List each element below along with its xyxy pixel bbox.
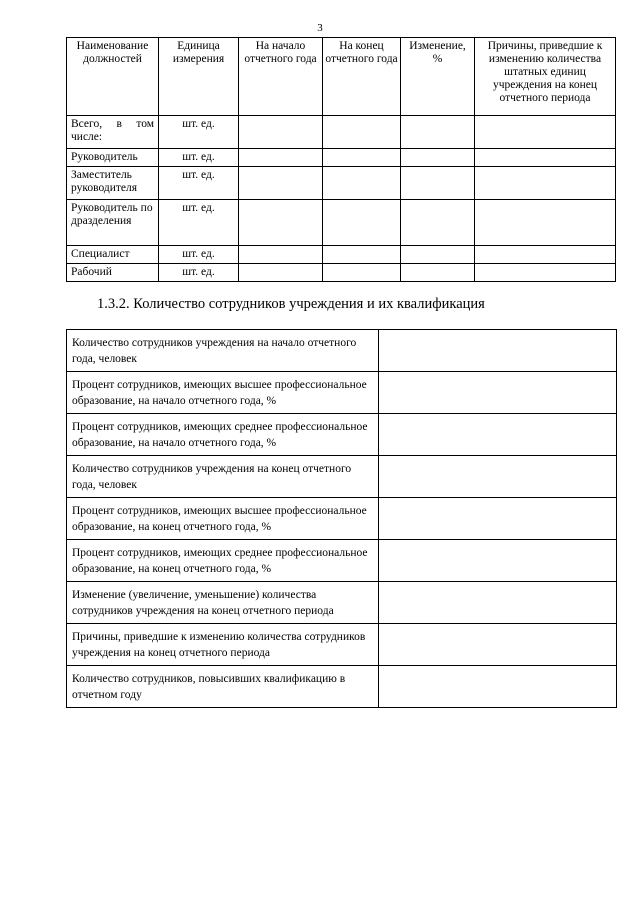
unit-cell: шт. ед. (159, 116, 239, 149)
table-header-row (67, 38, 616, 116)
change-percent-cell[interactable] (401, 116, 475, 149)
section-title: 1.3.2. Количество сотрудников учреждения и их квалификация (97, 296, 485, 312)
indicator-label-cell: Количество сотрудников учреждения на конец отчетного года, человек (67, 456, 379, 498)
position-name-cell: Рабочий (67, 264, 159, 282)
indicator-value-cell[interactable] (379, 582, 617, 624)
start-of-year-cell[interactable] (239, 200, 323, 246)
end-of-year-cell[interactable] (323, 246, 401, 264)
indicator-value-cell[interactable] (379, 624, 617, 666)
table-row (67, 540, 617, 582)
indicator-label-cell: Причины, приведшие к изменению количества сотрудников учреждения на конец отчетного периода (67, 624, 379, 666)
reasons-cell[interactable] (475, 149, 616, 167)
unit-cell: шт. ед. (159, 246, 239, 264)
reasons-cell[interactable] (475, 167, 616, 200)
indicator-label-cell: Процент сотрудников, имеющих среднее профессиональное образование, на начало отчетного года, % (67, 414, 379, 456)
change-percent-cell[interactable] (401, 149, 475, 167)
column-header-position: Наименование должностей (67, 38, 159, 116)
start-of-year-cell[interactable] (239, 246, 323, 264)
end-of-year-cell[interactable] (323, 149, 401, 167)
indicator-label-cell: Процент сотрудников, имеющих среднее профессиональное образование, на конец отчетного года, % (67, 540, 379, 582)
start-of-year-cell[interactable] (239, 116, 323, 149)
position-name-cell: Руководитель (67, 149, 159, 167)
table-row (67, 330, 617, 372)
end-of-year-cell[interactable] (323, 116, 401, 149)
change-percent-cell[interactable] (401, 246, 475, 264)
table-row (67, 264, 616, 282)
column-header-reasons: Причины, приведшие к изменению количества штатных единиц учреждения на конец отчетного периода (475, 38, 616, 116)
table-row (67, 456, 617, 498)
indicator-label-cell: Количество сотрудников учреждения на начало отчетного года, человек (67, 330, 379, 372)
table-row (67, 246, 616, 264)
page-number: 3 (317, 22, 323, 34)
table-row (67, 149, 616, 167)
column-header-unit: Единица измерения (159, 38, 239, 116)
start-of-year-cell[interactable] (239, 167, 323, 200)
change-percent-cell[interactable] (401, 200, 475, 246)
reasons-cell[interactable] (475, 264, 616, 282)
indicator-value-cell[interactable] (379, 456, 617, 498)
unit-cell: шт. ед. (159, 264, 239, 282)
reasons-cell[interactable] (475, 116, 616, 149)
column-header-end-of-year: На конец отчетного года (323, 38, 401, 116)
end-of-year-cell[interactable] (323, 200, 401, 246)
indicator-label-cell: Процент сотрудников, имеющих высшее профессиональное образование, на начало отчетного года, % (67, 372, 379, 414)
table-row (67, 624, 617, 666)
indicator-label-cell: Изменение (увеличение, уменьшение) количества сотрудников учреждения на конец отчетного периода (67, 582, 379, 624)
table-row (67, 167, 616, 200)
reasons-cell[interactable] (475, 246, 616, 264)
column-header-start-of-year: На начало отчетного года (239, 38, 323, 116)
end-of-year-cell[interactable] (323, 167, 401, 200)
indicator-value-cell[interactable] (379, 498, 617, 540)
reasons-cell[interactable] (475, 200, 616, 246)
indicator-value-cell[interactable] (379, 414, 617, 456)
indicator-label-cell: Процент сотрудников, имеющих высшее профессиональное образование, на конец отчетного года, % (67, 498, 379, 540)
unit-cell: шт. ед. (159, 200, 239, 246)
position-name-cell: Заместитель руководителя (67, 167, 159, 200)
change-percent-cell[interactable] (401, 167, 475, 200)
table-row (67, 666, 617, 708)
indicator-value-cell[interactable] (379, 666, 617, 708)
end-of-year-cell[interactable] (323, 264, 401, 282)
table-row (67, 582, 617, 624)
unit-cell: шт. ед. (159, 167, 239, 200)
unit-cell: шт. ед. (159, 149, 239, 167)
table-row (67, 116, 616, 149)
staff-units-table (66, 37, 616, 282)
staff-qualification-table (66, 329, 617, 708)
indicator-label-cell: Количество сотрудников, повысивших квалификацию в отчетном году (67, 666, 379, 708)
position-name-cell: Специалист (67, 246, 159, 264)
position-name-cell: Руководитель подразделения (67, 200, 159, 246)
table-row (67, 414, 617, 456)
change-percent-cell[interactable] (401, 264, 475, 282)
start-of-year-cell[interactable] (239, 149, 323, 167)
start-of-year-cell[interactable] (239, 264, 323, 282)
table-row (67, 200, 616, 246)
column-header-change-percent: Изменение, % (401, 38, 475, 116)
table-row (67, 372, 617, 414)
position-name-cell: Всего, в том числе: (67, 116, 159, 149)
indicator-value-cell[interactable] (379, 372, 617, 414)
indicator-value-cell[interactable] (379, 330, 617, 372)
indicator-value-cell[interactable] (379, 540, 617, 582)
table-row (67, 498, 617, 540)
